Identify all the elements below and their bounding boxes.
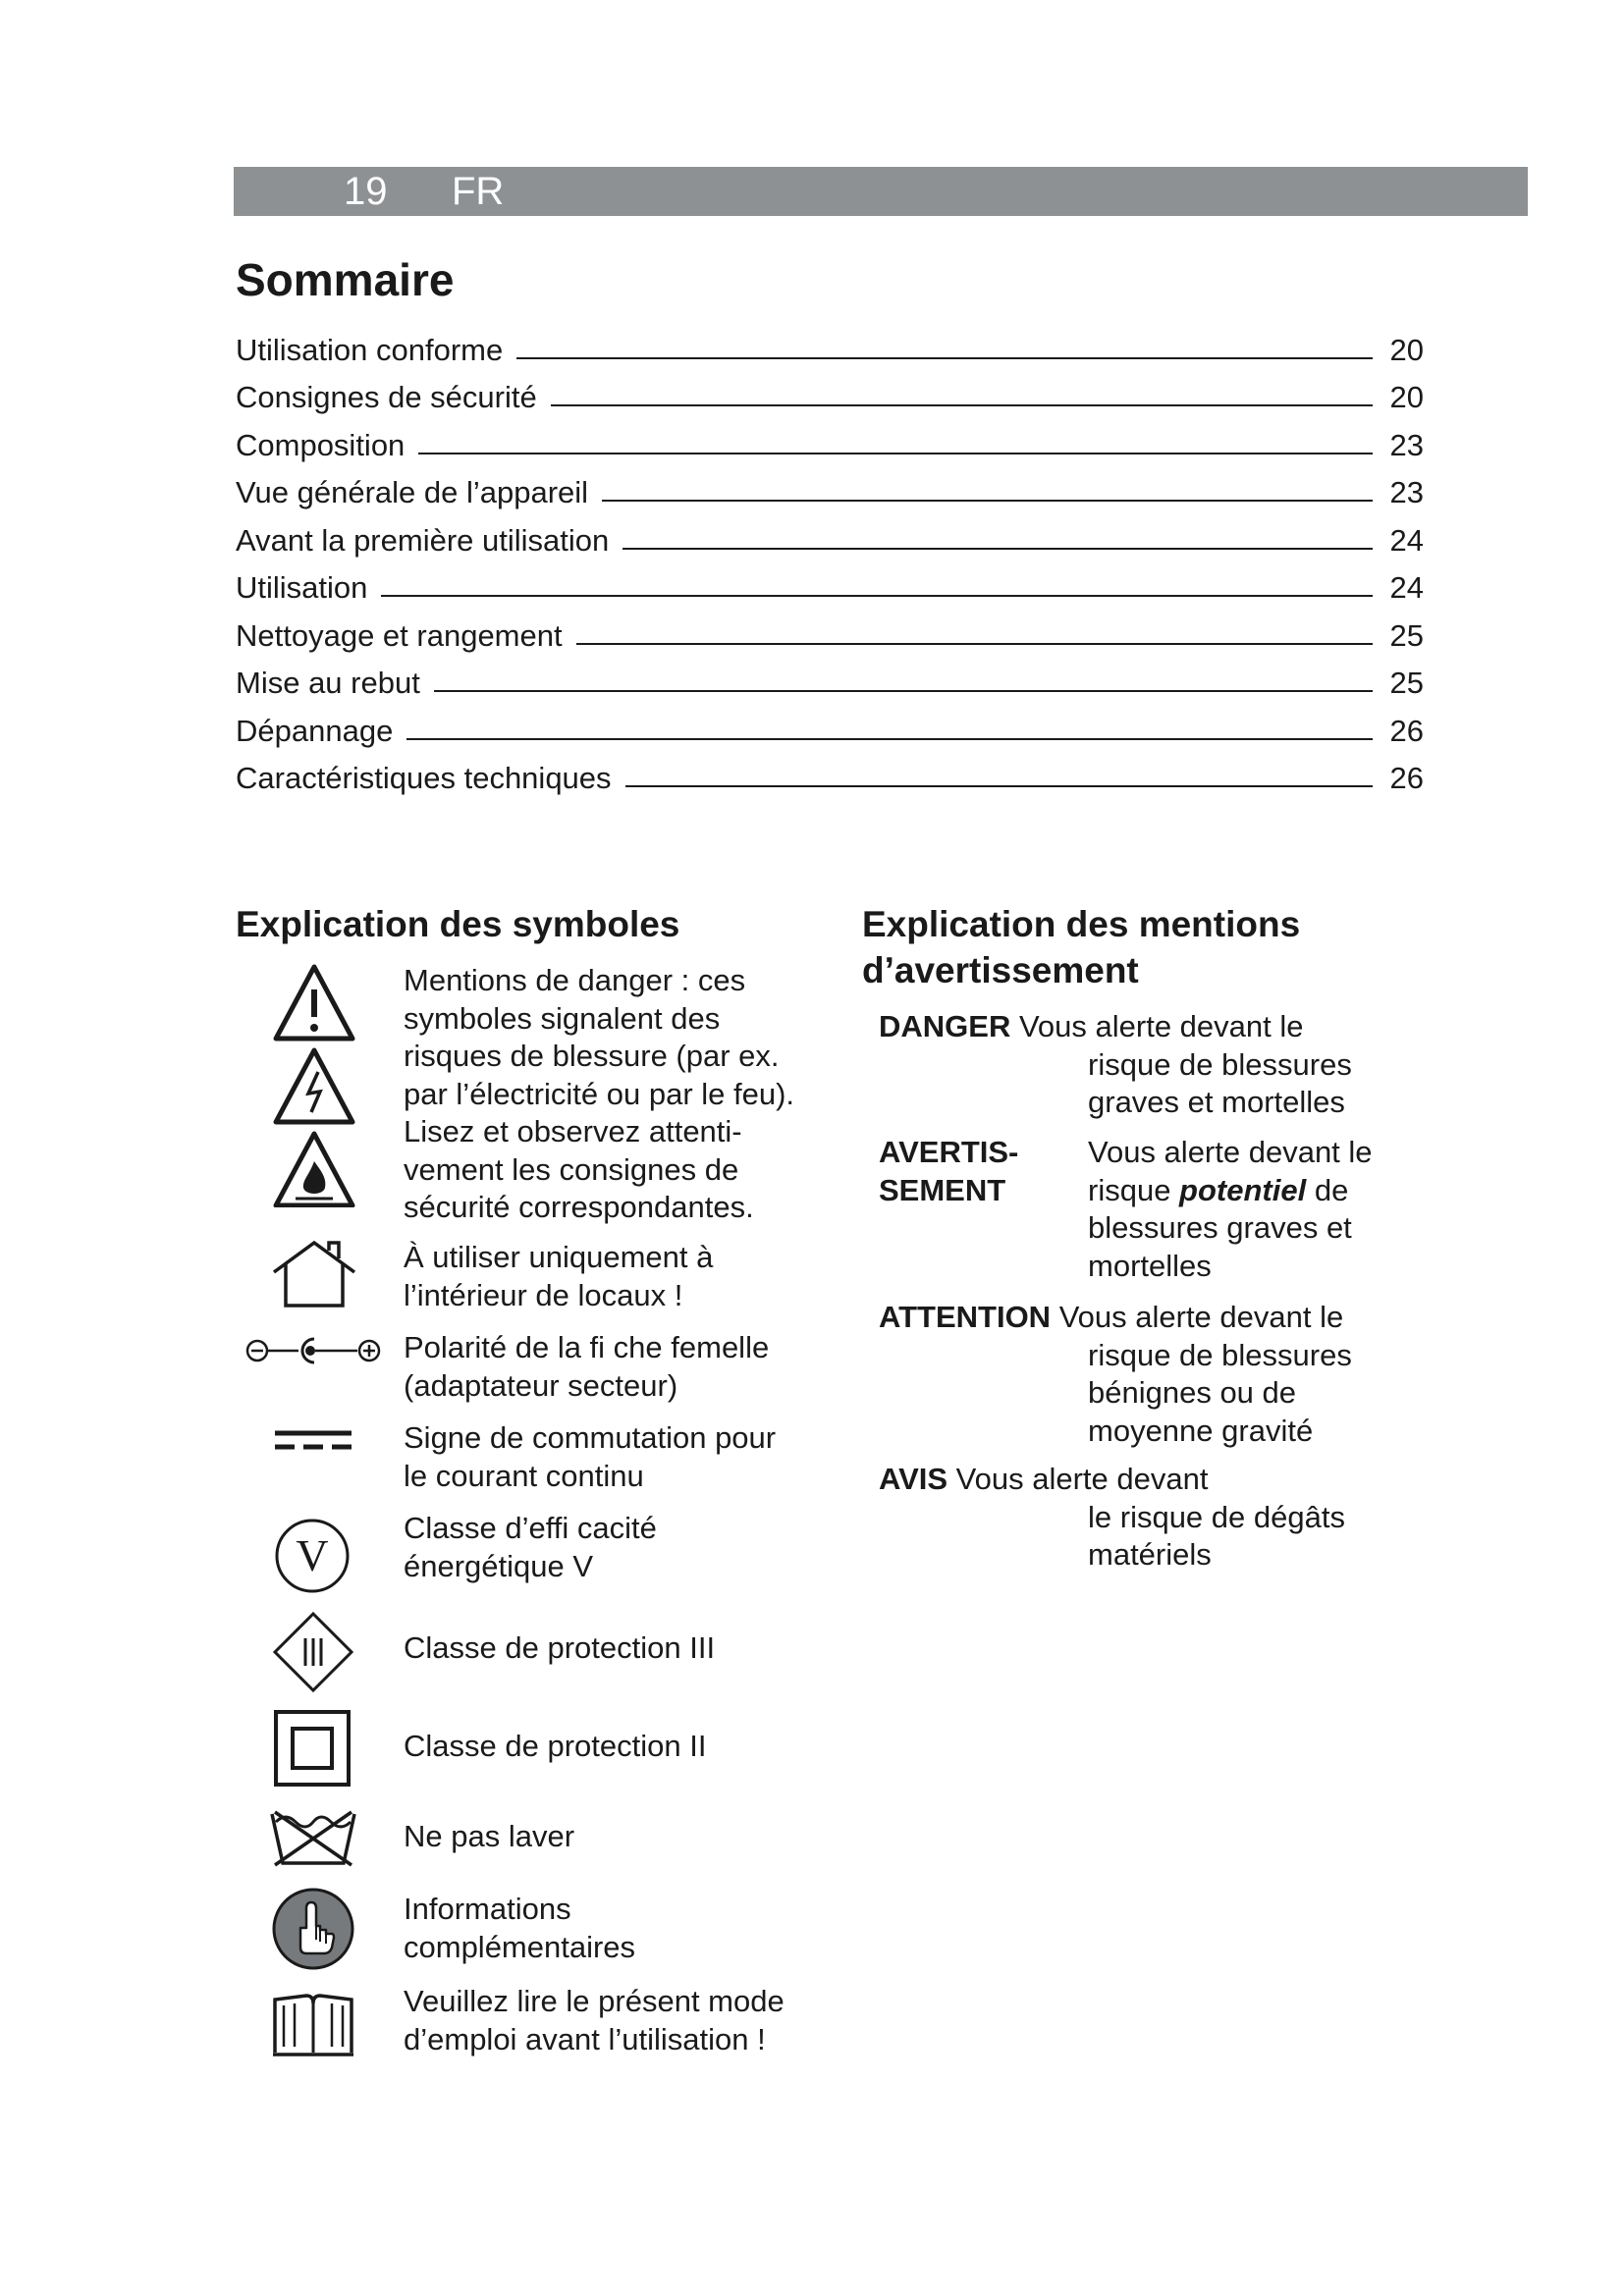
protection-class-iii-icon [271,1610,355,1694]
toc-entry[interactable] [236,368,1424,416]
toc-leader-line [623,548,1373,550]
toc-entry-title: Consignes de sécurité [236,380,537,414]
symbol-text-line: Classe de protection III [404,1630,716,1665]
warning-desc-line: matériels [1088,1537,1212,1572]
warning-desc-line: mortelles [1088,1248,1212,1283]
symbol-description [404,1983,816,2058]
page-header-bar [234,167,1528,216]
symbol-text-line: d’emploi avant l’utilisation ! [404,2021,766,2056]
toc-entry-page: 24 [1389,522,1424,558]
toc-leader-line [576,643,1373,645]
protection-class-ii-icon [273,1709,352,1788]
symbol-text-line: Mentions de danger : ces [404,963,746,997]
toc-leader-line [418,453,1373,454]
toc-entry-title: Caractéristiques techniques [236,761,612,795]
warning-avis [879,1461,1345,1575]
efficiency-class-letter: V [296,1530,329,1580]
symbol-description [404,1818,816,1856]
toc-entry-title: Mise au rebut [236,666,420,700]
page-number: 19 [344,170,388,213]
read-manual-book-icon [271,1988,355,2058]
toc-entry-title: Composition [236,427,406,462]
warning-emphasis: potentiel [1179,1172,1307,1207]
symbol-text-line: (adaptateur secteur) [404,1367,678,1403]
symbol-description [404,1419,816,1495]
polarity-icon [245,1333,383,1368]
toc-entry[interactable] [236,654,1424,702]
symbol-text-line: Ne pas laver [404,1819,575,1853]
symbol-text-line: sécurité correspondantes. [404,1190,754,1224]
toc-entry[interactable] [236,701,1424,749]
warning-term [879,1134,1075,1209]
warning-desc-line: Vous alerte devant le [1088,1135,1373,1169]
symbol-text-line: À utiliser uniquement à [404,1240,714,1274]
symbol-text-line: symboles signalent des [404,1000,721,1036]
direct-current-icon [273,1428,353,1452]
symbol-text-line: Informations [404,1892,571,1926]
toc-leader-line [381,595,1373,597]
symbol-text-line: complémentaires [404,1929,636,1964]
symbol-text-line: le courant continu [404,1458,644,1493]
symbols-section-title: Explication des symboles [236,904,680,944]
warnings-title-line: d’avertissement [862,950,1139,990]
symbol-text-line: Veuillez lire le présent mode [404,1984,785,2018]
warning-term-line: AVERTIS- [879,1135,1019,1169]
warning-desc-line: moyenne gravité [1088,1413,1314,1448]
symbol-text-line: Classe de protection II [404,1729,707,1763]
symbol-text-line: l’intérieur de locaux ! [404,1277,683,1312]
warning-desc: Vous alerte devant le [1010,1009,1304,1043]
toc-leader-line [406,738,1373,740]
toc-entry[interactable] [236,320,1424,368]
symbol-description [404,962,816,1227]
toc-entry-page: 25 [1389,617,1424,653]
toc-entry-title: Utilisation conforme [236,332,504,367]
efficiency-class-v-icon [273,1517,352,1595]
warnings-title-line: Explication des mentions [862,904,1301,944]
symbol-description [404,1629,816,1668]
warning-desc-line: blessures graves et [1088,1210,1352,1245]
indoor-house-icon [270,1239,358,1309]
symbol-text-line: vement les consignes de [404,1151,739,1187]
toc-entry[interactable] [236,510,1424,559]
toc-entry-title: Vue générale de l’appareil [236,475,589,509]
toc-leader-line [434,690,1373,692]
table-of-contents [236,320,1424,796]
warning-desc-line: risque de blessures [1088,1337,1352,1372]
warning-danger [879,1008,1352,1122]
additional-info-hand-icon [271,1887,355,1971]
warning-desc: Vous alerte devant le [1051,1300,1344,1334]
toc-entry[interactable] [236,606,1424,654]
toc-entry[interactable] [236,749,1424,797]
toc-title: Sommaire [236,254,455,305]
warning-desc-line: graves et mortelles [1088,1085,1345,1119]
toc-entry-title: Nettoyage et rangement [236,617,563,653]
toc-entry[interactable] [236,463,1424,511]
toc-entry-page: 26 [1389,761,1424,795]
language-code: FR [452,170,505,213]
symbol-text-line: Polarité de la fi che femelle [404,1330,770,1364]
warning-attention [879,1299,1352,1450]
toc-entry-page: 26 [1389,713,1424,748]
warning-desc-text: risque [1088,1172,1180,1207]
warning-desc: Vous alerte devant [947,1462,1209,1496]
symbol-description [404,1239,816,1314]
warning-desc-text: de [1306,1172,1349,1207]
toc-entry-title: Utilisation [236,570,368,605]
symbol-text-line: risques de blessure (par ex. [404,1039,780,1073]
symbol-description [404,1728,816,1766]
symbol-description [404,1329,816,1405]
toc-entry-page: 24 [1389,570,1424,605]
symbol-text-line: énergétique V [404,1548,594,1583]
warning-term: ATTENTION [879,1300,1052,1334]
warning-desc-line: le risque de dégâts [1088,1499,1345,1534]
toc-entry[interactable] [236,415,1424,463]
symbol-description [404,1891,816,1966]
toc-entry-page: 23 [1389,427,1424,462]
symbol-text-line: Signe de commutation pour [404,1420,777,1455]
symbol-text-line: Classe d’effi cacité [404,1511,657,1545]
warning-desc-line: bénignes ou de [1088,1375,1297,1410]
symbol-description [404,1510,816,1585]
warning-term: AVIS [879,1462,948,1496]
warning-term-line: SEMENT [879,1172,1006,1207]
toc-entry-title: Dépannage [236,713,394,748]
toc-entry-page: 20 [1389,380,1424,414]
toc-leader-line [516,357,1373,359]
toc-entry-page: 25 [1389,666,1424,700]
toc-leader-line [625,785,1373,787]
toc-entry-page: 23 [1389,475,1424,509]
toc-entry-title: Avant la première utilisation [236,522,610,558]
warnings-section-title [862,901,1412,993]
symbol-text-line: Lisez et observez attenti- [404,1114,742,1148]
warning-desc-line: risque de blessures [1088,1046,1352,1082]
symbol-text-line: par l’électricité ou par le feu). [404,1076,795,1111]
toc-leader-line [602,500,1373,502]
warning-term: DANGER [879,1009,1011,1043]
toc-leader-line [551,404,1373,406]
toc-entry-page: 20 [1389,332,1424,367]
warning-desc-line [1088,1172,1500,1210]
danger-triangles-icon [270,962,358,1207]
do-not-wash-icon [269,1808,357,1867]
toc-entry[interactable] [236,559,1424,607]
warning-desc [1088,1134,1500,1285]
